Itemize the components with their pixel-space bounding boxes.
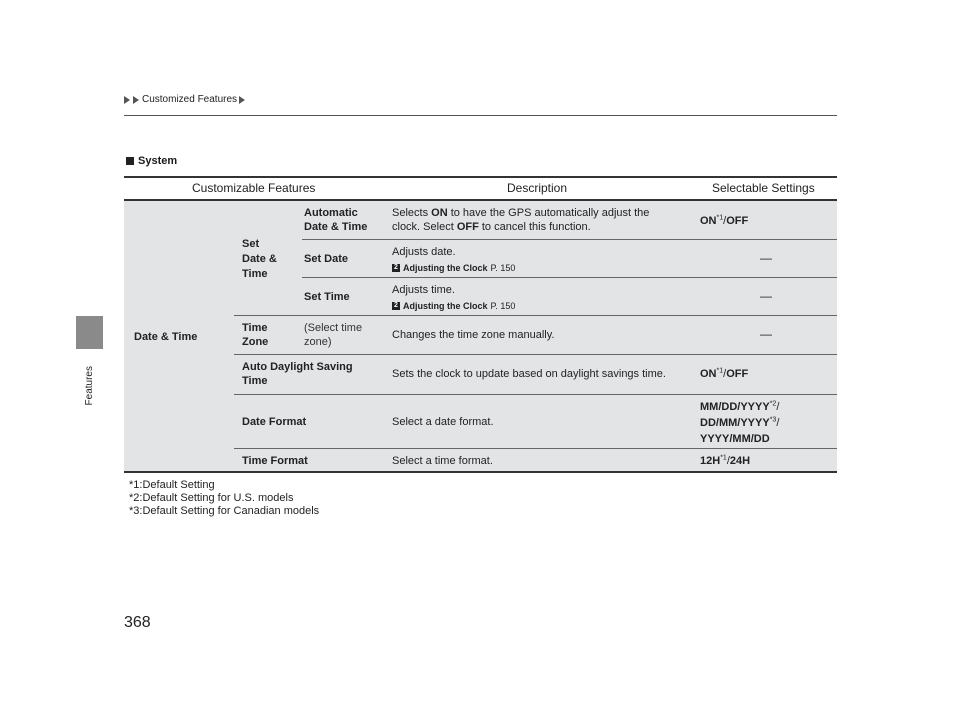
separator: / (776, 417, 780, 429)
reference-arrow-icon: 2 (392, 264, 400, 272)
footnote-ref: *2 (769, 400, 777, 408)
desc-text: Adjusts time. (392, 284, 455, 296)
setting-set-time: — (760, 289, 772, 303)
chapter-label: Features (84, 366, 95, 406)
chapter-tab (76, 316, 103, 349)
desc-on: ON (431, 207, 448, 219)
footnote-1: *1:Default Setting (129, 479, 215, 491)
breadcrumb-arrow-icon (124, 96, 130, 104)
setting-automatic (700, 214, 748, 228)
option-off: OFF (726, 368, 749, 380)
description-automatic (392, 206, 682, 234)
cross-reference-link[interactable] (392, 261, 515, 275)
desc-text: to cancel this function. (478, 221, 591, 233)
setting-time-zone: — (760, 327, 772, 341)
table-row-date-format: Date Format (242, 416, 307, 428)
desc-off: OFF (456, 221, 479, 233)
section-bullet-icon (126, 157, 134, 165)
header-selectable-settings: Selectable Settings (712, 181, 815, 195)
row-divider (302, 277, 837, 278)
subgroup-line: Set (242, 238, 260, 250)
option-on: ON (700, 215, 717, 227)
note-text: (Select time (304, 322, 363, 334)
page-number: 368 (124, 614, 151, 631)
description-set-time (392, 283, 515, 313)
header-rule (124, 115, 837, 116)
table-bottom-rule (124, 471, 837, 473)
reference-page[interactable]: P. 150 (490, 263, 516, 273)
footnote-ref: *1 (716, 367, 724, 375)
table-row-set-date: Set Date (304, 253, 349, 265)
subgroup-line: Time (242, 268, 268, 280)
note-text: zone) (304, 336, 332, 348)
desc-text: clock. Select (392, 221, 457, 233)
option-24h: 24H (729, 455, 751, 467)
feature-name: Automatic (304, 207, 358, 219)
option-dd-mm-yyyy: DD/MM/YYYY (700, 417, 770, 429)
description-time-zone: Changes the time zone manually. (392, 329, 555, 341)
setting-set-date: — (760, 251, 772, 265)
setting-date-format (700, 399, 779, 447)
feature-name: Time (242, 375, 268, 387)
breadcrumb-arrow-icon (133, 96, 139, 104)
table-header-rule-top (124, 176, 837, 178)
row-divider (234, 315, 837, 316)
separator: / (723, 368, 727, 380)
reference-page[interactable]: P. 150 (490, 301, 516, 311)
reference-label[interactable]: Adjusting the Clock (403, 301, 488, 311)
header-customizable-features: Customizable Features (192, 181, 316, 195)
group-date-time: Date & Time (134, 331, 198, 343)
feature-name: Date & Time (304, 221, 368, 233)
feature-name: Auto Daylight Saving (242, 361, 353, 373)
reference-arrow-icon: 2 (392, 302, 400, 310)
footnote-ref: *1 (720, 454, 727, 462)
breadcrumb-label[interactable]: Customized Features (142, 94, 238, 105)
breadcrumb-arrow-icon (239, 96, 245, 104)
option-on: ON (700, 368, 717, 380)
time-zone-note (304, 321, 362, 349)
row-divider (302, 239, 837, 240)
footnote-2: *2:Default Setting for U.S. models (129, 492, 294, 504)
table-row-time-zone (242, 321, 268, 349)
subgroup-line: Date & (242, 253, 277, 265)
separator: / (776, 401, 780, 413)
option-12h: 12H (700, 455, 721, 467)
table-row-time-format: Time Format (242, 455, 308, 467)
footnote-3: *3:Default Setting for Canadian models (129, 505, 320, 517)
separator: / (726, 455, 730, 467)
feature-name: Zone (242, 336, 269, 348)
section-title-text: System (138, 155, 178, 167)
table-row-auto-daylight-saving (242, 360, 353, 388)
subgroup-set-date-time (242, 237, 277, 282)
separator: / (723, 215, 727, 227)
feature-name: Time (242, 322, 268, 334)
row-divider (234, 394, 837, 395)
table-row-set-time: Set Time (304, 291, 350, 303)
description-time-format: Select a time format. (392, 455, 493, 467)
cross-reference-link[interactable] (392, 299, 515, 313)
setting-time-format (700, 454, 750, 468)
desc-text: Adjusts date. (392, 246, 456, 258)
section-title (126, 155, 177, 167)
footnote-ref: *1 (716, 214, 724, 222)
row-divider (234, 448, 837, 449)
option-mm-dd-yyyy: MM/DD/YYYY (700, 401, 770, 413)
description-set-date (392, 245, 515, 275)
setting-daylight-saving (700, 367, 748, 381)
description-date-format: Select a date format. (392, 416, 494, 428)
option-yyyy-mm-dd: YYYY/MM/DD (700, 433, 770, 445)
option-off: OFF (726, 215, 749, 227)
reference-label[interactable]: Adjusting the Clock (403, 263, 488, 273)
footnote-ref: *3 (769, 416, 777, 424)
row-divider (234, 354, 837, 355)
description-daylight-saving: Sets the clock to update based on daylight savings time. (392, 368, 666, 380)
header-description: Description (507, 181, 568, 195)
table-row-automatic-date-time (304, 206, 367, 234)
desc-text: Selects (392, 207, 432, 219)
desc-text: to have the GPS automatically adjust the (447, 207, 650, 219)
breadcrumb[interactable] (124, 94, 246, 105)
